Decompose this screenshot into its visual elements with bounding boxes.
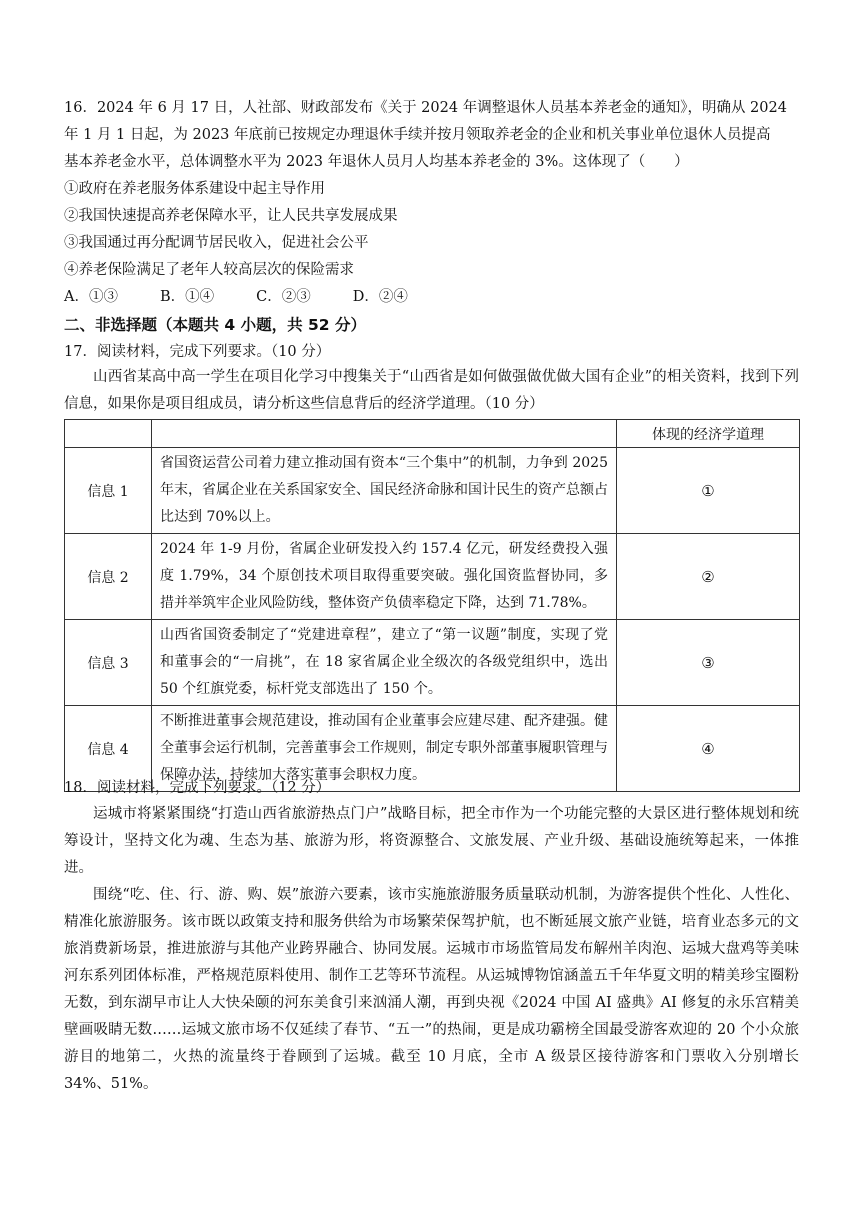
q18-paragraph-1: 运城市将紧紧围绕“打造山西省旅游热点门户”战略目标，把全市作为一个功能完整的大景区进行整体规划和统筹设计，坚持文化为魂、生态为基、旅游为形，将资源整合、文旅发展、产业升级、基础设施统筹起来，一体推进。 <box>64 806 799 876</box>
info-text: 山西省国资委制定了“党建进章程”，建立了“第一议题”制度，实现了党和董事会的“一肩挑”，在 18 家省属企业全级次的各级党组织中，选出 50 个红旗党委，标杆党支部选出了 150 个。 <box>152 620 617 706</box>
info-label: 信息 4 <box>65 706 152 792</box>
info-label: 信息 3 <box>65 620 152 706</box>
answer-marker: ② <box>617 534 800 620</box>
q18-paragraph-2: 围绕“吃、住、行、游、购、娱”旅游六要素，该市实施旅游服务质量联动机制，为游客提供个性化、人性化、精准化旅游服务。该市既以政策支持和服务供给为市场繁荣保驾护航，也不断延展文旅产业链，培育业态多元的文旅消费新场景，推进旅游与其他产业跨界融合、协同发展。运城市市场监管局发布解州羊肉泡、运城大盘鸡等美味河东系列团体标准，严格规范原料使用、制作工艺等环节流程。从运城博物馆涵盖五千年华夏文明的精美珍宝圈粉无数，到东湖早市让人大快朵颐的河东美食引来汹涌人潮，再到央视《2024 中国 AI 盛典》AI 修复的永乐宫精美壁画吸睛无数……运城文旅市场不仅延续了春节、“五一”的热闹，更是成功霸榜全国最受游客欢迎的 20 个小众旅游目的地第二，火热的流量终于眷顾到了运城。截至 10 月底，全市 A 级景区接待游客和门票收入分别增长 34%、51%。 <box>64 887 799 1092</box>
table-header-cell-2 <box>152 420 617 448</box>
q16-stem-line-3: 基本养老金水平，总体调整水平为 2023 年退休人员月人均基本养老金的 3%。这体现了（ ） <box>64 154 689 170</box>
q16-option-d: D．②④ <box>352 289 408 305</box>
answer-marker: ① <box>617 448 800 534</box>
q18-heading: 18．阅读材料，完成下列要求。（12 分） <box>64 780 331 796</box>
table-header-row <box>65 420 800 448</box>
table-row <box>65 620 800 706</box>
q16-stem-line-1: 16．2024 年 6 月 17 日，人社部、财政部发布《关于 2024 年调整退休人员基本养老金的通知》，明确从 2024 <box>64 100 787 116</box>
q17-intro: 山西省某高中高一学生在项目化学习中搜集关于“山西省是如何做强做优做大国有企业”的相关资料，找到下列信息，如果你是项目组成员，请分析这些信息背后的经济学道理。（10 分） <box>64 369 799 412</box>
info-label: 信息 2 <box>65 534 152 620</box>
info-label: 信息 1 <box>65 448 152 534</box>
table-row <box>65 448 800 534</box>
q16-options <box>64 287 450 307</box>
table-header-cell-1 <box>65 420 152 448</box>
q16-item-3: ③我国通过再分配调节居民收入，促进社会公平 <box>64 235 369 251</box>
info-text: 不断推进董事会规范建设，推动国有企业董事会应建尽建、配齐建强。健全董事会运行机制，完善董事会工作规则，制定专职外部董事履职管理与保障办法，持续加大落实董事会职权力度。 <box>152 706 617 792</box>
answer-marker: ④ <box>617 706 800 792</box>
info-text: 2024 年 1-9 月份，省属企业研发投入约 157.4 亿元，研发经费投入强度 1.79%，34 个原创技术项目取得重要突破。强化国资监督协同，多措并举筑牢企业风险防线，整体资产负债率稳定下降，达到 71.78%。 <box>152 534 617 620</box>
answer-marker: ③ <box>617 620 800 706</box>
q17-info-table <box>64 419 800 792</box>
q16-item-2: ②我国快速提高养老保障水平，让人民共享发展成果 <box>64 208 398 224</box>
q16-stem-line-2: 年 1 月 1 日起，为 2023 年底前已按规定办理退休手续并按月领取养老金的企业和机关事业单位退休人员提高 <box>64 127 771 143</box>
q16-item-1: ①政府在养老服务体系建设中起主导作用 <box>64 181 325 197</box>
info-text: 省国资运营公司着力建立推动国有资本“三个集中”的机制，力争到 2025 年末，省属企业在关系国家安全、国民经济命脉和国计民生的资产总额占比达到 70%以上。 <box>152 448 617 534</box>
section-2-title: 二、非选择题（本题共 4 小题，共 52 分） <box>64 316 366 334</box>
q16-option-c: C．②③ <box>256 289 311 305</box>
q16-option-a: A．①③ <box>64 289 118 305</box>
q16-item-4: ④养老保险满足了老年人较高层次的保险需求 <box>64 262 354 278</box>
table-row <box>65 534 800 620</box>
q16-option-b: B．①④ <box>159 289 215 305</box>
table-header-principle: 体现的经济学道理 <box>617 420 800 448</box>
q17-heading: 17．阅读材料，完成下列要求。（10 分） <box>64 344 331 360</box>
